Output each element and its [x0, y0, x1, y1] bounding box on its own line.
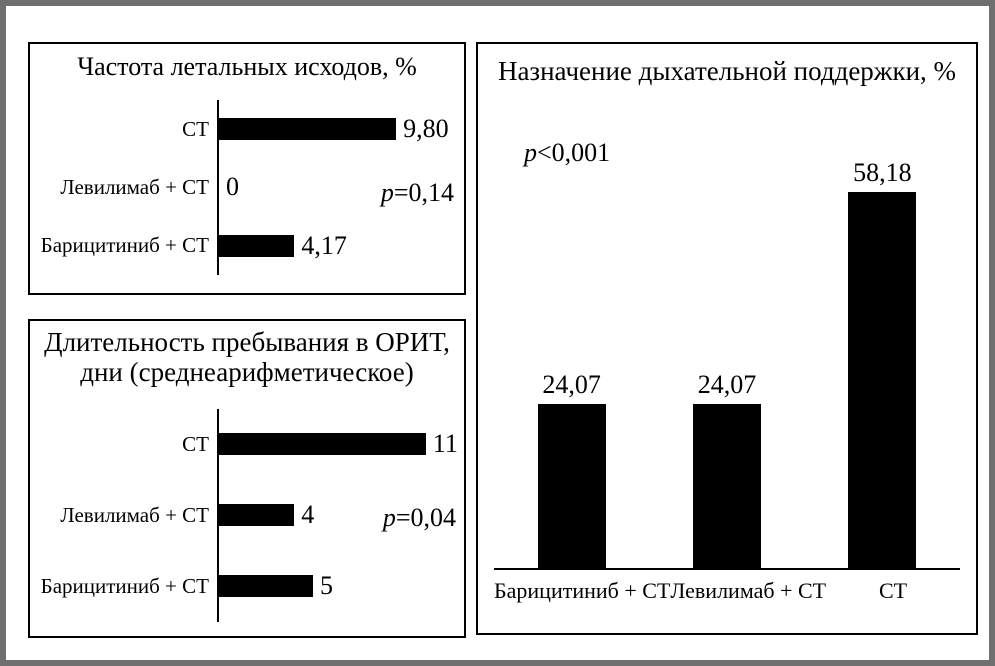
value-label: 4,17 — [301, 230, 347, 260]
respiratory-col-levilimab — [649, 158, 804, 568]
bar-baricitinib — [538, 404, 606, 568]
respiratory-col-baricitinib — [494, 158, 649, 568]
mortality-y-axis-line — [217, 100, 219, 275]
bar-zone — [219, 571, 454, 601]
value-label: 24,07 — [697, 369, 757, 399]
bar-baricitinib — [219, 235, 294, 257]
icu-row-ct — [30, 409, 458, 480]
category-label: Левилимаб + СТ — [60, 174, 209, 199]
icu-chart-title-line1: Длительность пребывания в ОРИТ, — [44, 327, 450, 357]
panel-respiratory-support-chart — [476, 42, 978, 635]
value-label: 4 — [301, 500, 315, 530]
category-label: СТ — [878, 578, 908, 603]
mortality-p-value: p=0,14 — [380, 178, 454, 207]
icu-chart-title-line2: дни (среднеарифметическое) — [80, 357, 414, 388]
bar-baricitinib — [219, 575, 313, 597]
mortality-row-baricitinib — [30, 217, 454, 275]
value-label: 0 — [226, 172, 239, 202]
bar-zone — [219, 231, 454, 261]
panel-mortality-chart — [28, 42, 466, 295]
bar-zone — [219, 429, 458, 459]
value-label: 24,07 — [542, 369, 601, 399]
bar-ct — [219, 433, 426, 455]
icu-y-axis-line — [217, 409, 219, 622]
bar-levilimab — [693, 404, 761, 568]
bar-ct — [848, 192, 916, 568]
respiratory-plot-area — [494, 158, 960, 568]
category-label: Барицитиниб + СТ — [494, 578, 671, 603]
respiratory-chart-title: Назначение дыхательной поддержки, % — [497, 56, 957, 86]
respiratory-p-value: p<0,001 — [524, 138, 611, 167]
bar-ct — [219, 118, 396, 140]
respiratory-col-ct — [805, 158, 960, 568]
respiratory-x-labels — [494, 578, 960, 604]
bar-zone — [219, 114, 454, 144]
icu-p-value: p=0,04 — [382, 503, 456, 532]
category-label: Барицитиниб + СТ — [40, 573, 209, 598]
icu-row-baricitinib — [30, 551, 454, 622]
category-label: Левилимаб + СТ — [60, 502, 209, 527]
value-label: 9,80 — [403, 114, 449, 144]
icu-chart-title — [36, 327, 458, 387]
value-label: 11 — [432, 429, 458, 459]
panel-icu-stay-chart — [28, 319, 466, 638]
category-label: СТ — [182, 431, 209, 456]
bar-levilimab — [219, 504, 294, 526]
category-label: Левилимаб + СТ — [670, 578, 827, 603]
category-label: СТ — [182, 116, 209, 141]
mortality-row-ct — [30, 100, 454, 158]
respiratory-x-axis-line — [494, 568, 960, 570]
mortality-chart-title: Частота летальных исходов, % — [77, 52, 417, 81]
category-label: Барицитиниб + СТ — [40, 233, 209, 258]
value-label: 5 — [320, 571, 333, 601]
value-label: 58,18 — [853, 158, 912, 187]
